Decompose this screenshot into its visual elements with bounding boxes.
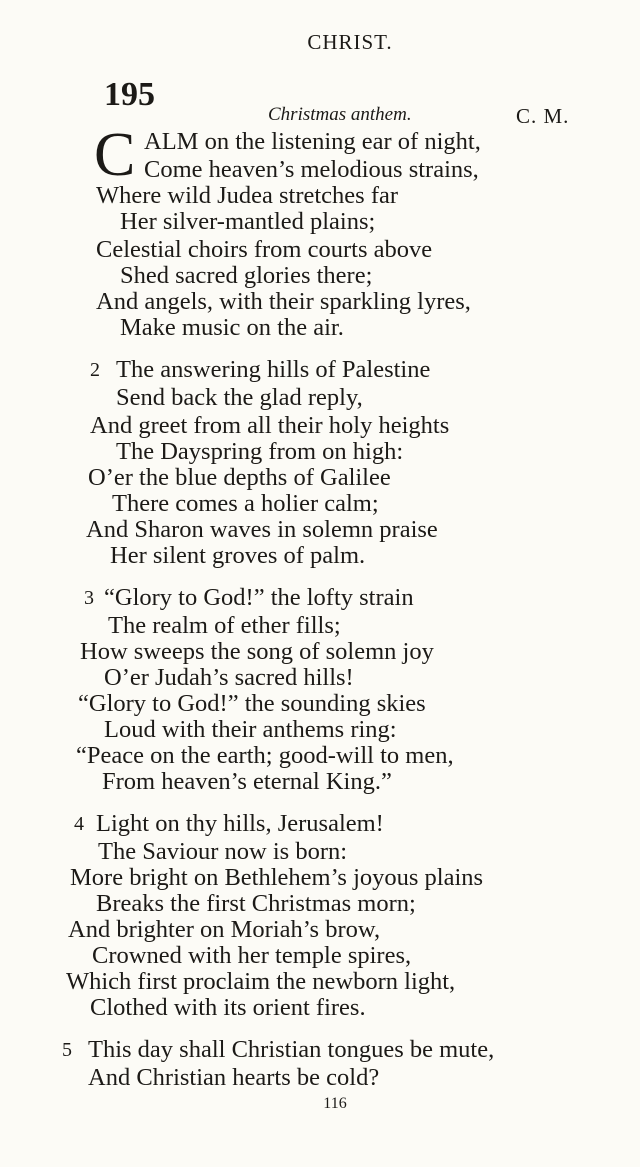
stanza-line: This day shall Christian tongues be mute,	[88, 1036, 495, 1063]
stanza-line: From heaven’s eternal King.”	[102, 768, 392, 795]
stanza-number: 4	[74, 813, 84, 835]
stanza-line: Where wild Judea stretches far	[96, 182, 399, 209]
first-word-rest: ALM	[144, 128, 199, 155]
stanza-line: And Sharon waves in solemn praise	[86, 516, 438, 543]
stanza-number: 3	[84, 587, 94, 609]
stanza-line: The realm of ether fills;	[108, 612, 341, 639]
hymn-title: Christmas anthem.	[268, 104, 412, 125]
section-header: CHRIST.	[307, 30, 393, 54]
stanza-line: And angels, with their sparkling lyres,	[96, 288, 471, 315]
stanza-line: More bright on Bethlehem’s joyous plains	[70, 864, 484, 891]
stanza-line: The answering hills of Palestine	[116, 356, 431, 383]
stanza-line: Which first proclaim the newborn light,	[66, 968, 456, 995]
stanza-line: O’er Judah’s sacred hills!	[104, 664, 354, 691]
stanza-line: Celestial choirs from courts above	[96, 236, 433, 263]
stanza-line: Light on thy hills, Jerusalem!	[96, 810, 384, 837]
stanza-line: “Glory to God!” the sounding skies	[78, 690, 426, 717]
stanza-line: How sweeps the song of solemn joy	[80, 638, 434, 665]
stanza-line: Loud with their anthems ring:	[104, 716, 397, 743]
drop-capital: C	[94, 121, 136, 189]
stanza-number: 2	[90, 359, 100, 381]
stanza-line: And greet from all their holy heights	[90, 412, 450, 439]
stanza-line	[144, 128, 481, 156]
stanza-line: And Christian hearts be cold?	[88, 1064, 380, 1091]
stanza-line: Her silver-mantled plains;	[120, 208, 376, 235]
stanza-line: And brighter on Moriah’s brow,	[68, 916, 381, 943]
stanza-line: “Glory to God!” the lofty strain	[104, 584, 414, 611]
stanza-line: “Peace on the earth; good-will to men,	[76, 742, 454, 769]
hymn-number: 195	[104, 76, 155, 113]
stanza-line: The Dayspring from on high:	[116, 438, 404, 465]
stanza-number: 5	[62, 1039, 72, 1061]
stanza-line: Come heaven’s melodious strains,	[144, 156, 479, 183]
page-number: 116	[323, 1095, 347, 1112]
stanza-line: There comes a holier calm;	[112, 490, 379, 517]
first-line-text: on the listening ear of night,	[204, 128, 481, 155]
hymn-meter: C. M.	[516, 104, 570, 128]
stanza-line: Breaks the first Christmas morn;	[96, 890, 416, 917]
stanza-line: O’er the blue depths of Galilee	[88, 464, 391, 491]
stanza-line: Send back the glad reply,	[116, 384, 363, 411]
stanza-line: Make music on the air.	[120, 314, 344, 341]
stanza-line: The Saviour now is born:	[98, 838, 348, 865]
stanza-line: Her silent groves of palm.	[110, 542, 366, 569]
stanza-line: Crowned with her temple spires,	[92, 942, 412, 969]
stanza-line: Clothed with its orient fires.	[90, 994, 366, 1021]
stanza-line: Shed sacred glories there;	[120, 262, 373, 289]
